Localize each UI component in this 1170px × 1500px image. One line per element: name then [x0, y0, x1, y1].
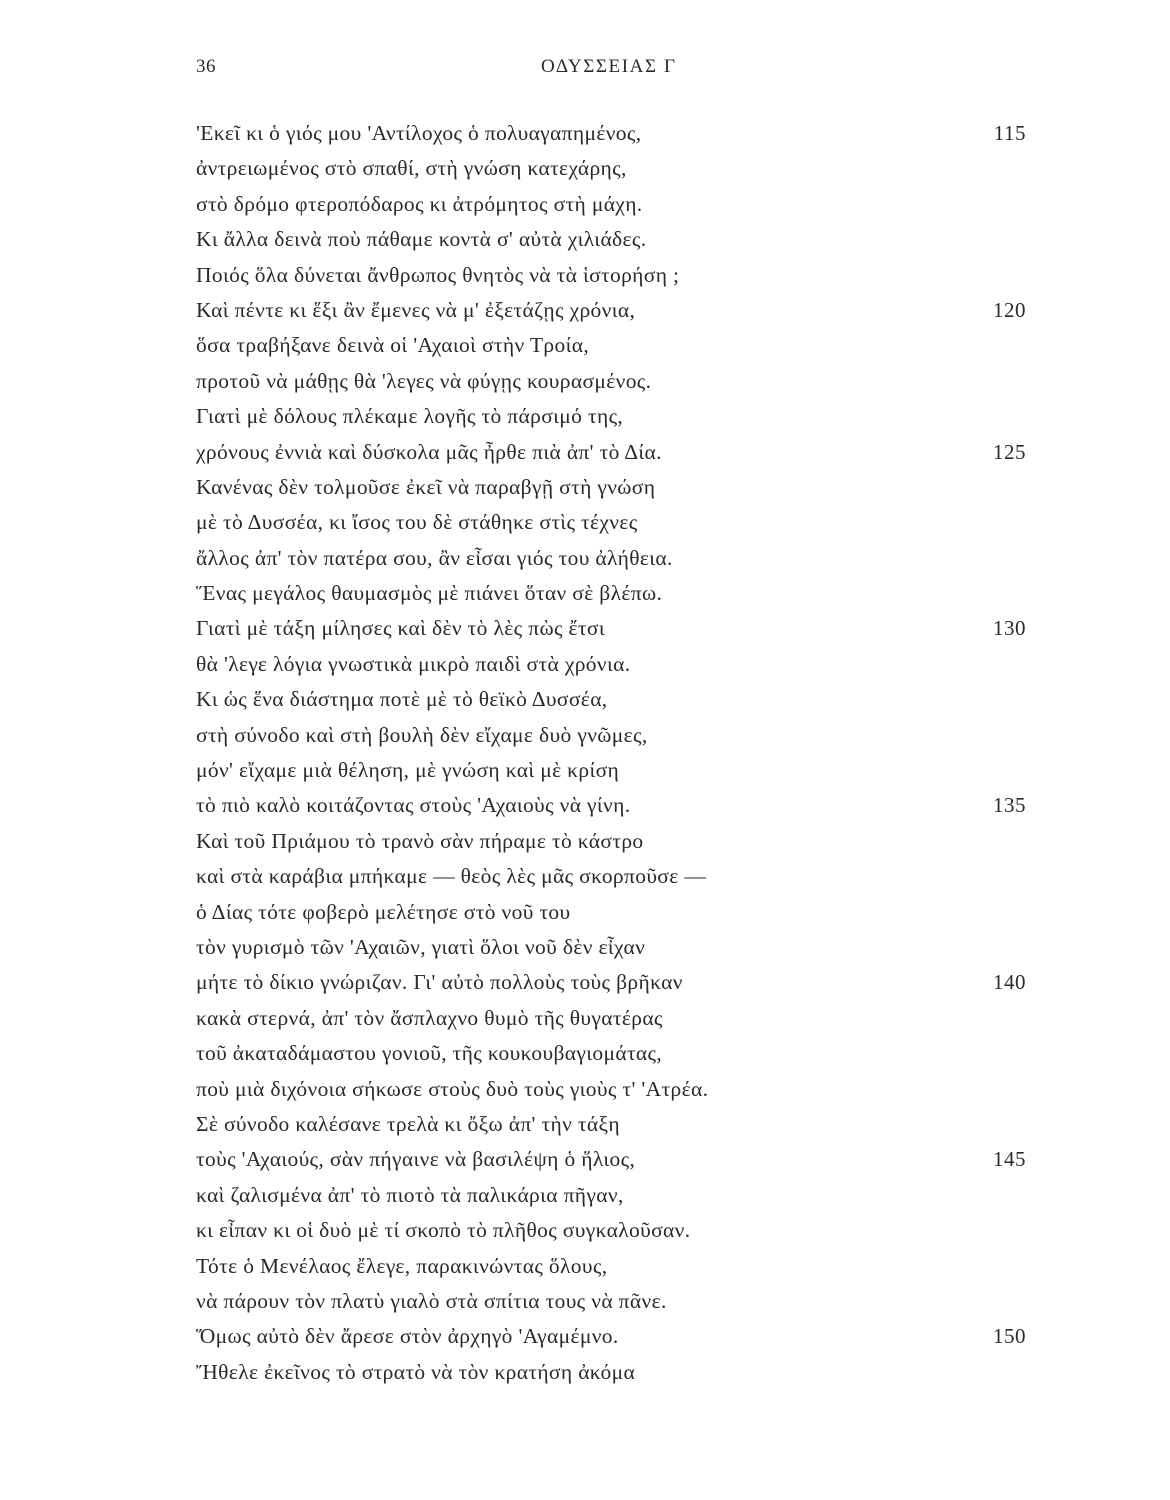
verse-text: Καὶ πέντε κι ἕξι ἂν ἔμενες νὰ μ' ἐξετάζῃς χρόνια,: [196, 297, 636, 322]
verse-line: [0, 1355, 1170, 1390]
verse-line: [0, 1107, 1170, 1142]
verse-text: στὸ δρόμο φτεροπόδαρος κι ἀτρόμητος στὴ μάχη.: [196, 191, 643, 216]
verse-text: προτοῦ νὰ μάθῃς θὰ 'λεγες νὰ φύγῃς κουρασμένος.: [196, 368, 652, 393]
verse-text: τὸν γυρισμὸ τῶν 'Αχαιῶν, γιατὶ ὅλοι νοῦ δὲν εἶχαν: [196, 934, 646, 959]
verse-text: τοῦ ἀκαταδάμαστου γονιοῦ, τῆς κουκουβαγιομάτας,: [196, 1041, 663, 1066]
verse-line: [0, 1284, 1170, 1319]
verse-text: Γιατὶ μὲ τάξη μίλησες καὶ δὲν τὸ λὲς πὼς ἔτσι: [196, 616, 605, 641]
verse-line: [0, 364, 1170, 399]
verse-text: ὁ Δίας τότε φοβερὸ μελέτησε στὸ νοῦ του: [196, 899, 571, 924]
verse-line: [0, 1142, 1170, 1177]
verse-text: μὲ τὸ Δυσσέα, κι ἴσος του δὲ στάθηκε στὶς τέχνες: [196, 510, 638, 535]
verse-text: Κι ἄλλα δεινὰ ποὺ πάθαμε κοντὰ σ' αὐτὰ χιλιάδες.: [196, 227, 647, 252]
verse-text: τοὺς 'Αχαιούς, σὰν πήγαινε νὰ βασιλέψη ὁ ἥλιος,: [196, 1147, 636, 1172]
verse-line: [0, 151, 1170, 186]
verse-text: 'Εκεῖ κι ὁ γιός μου 'Αντίλοχος ὁ πολυαγαπημένος,: [196, 121, 642, 145]
verse-line: [0, 1213, 1170, 1248]
verse-text: ἀντρειωμένος στὸ σπαθί, στὴ γνώση κατεχάρης,: [196, 156, 627, 181]
verse-number: 150: [993, 1324, 1026, 1349]
verse-number: 125: [993, 439, 1026, 464]
verse-text: μόν' εἴχαμε μιὰ θέληση, μὲ γνώση καὶ μὲ κρίση: [196, 758, 620, 783]
verse-line: [0, 222, 1170, 257]
verse-line: [0, 788, 1170, 823]
verse-line: [0, 399, 1170, 434]
verse-list: [0, 116, 1170, 1390]
verse-line: [0, 505, 1170, 540]
verse-number: 145: [993, 1147, 1026, 1172]
verse-text: Γιατὶ μὲ δόλους πλέκαμε λογῆς τὸ πάρσιμό της,: [196, 404, 624, 429]
verse-text: μήτε τὸ δίκιο γνώριζαν. Γι' αὐτὸ πολλοὺς τοὺς βρῆκαν: [196, 970, 683, 995]
verse-text: Ἤθελε ἐκεῖνος τὸ στρατὸ νὰ τὸν κρατήση ἀκόμα: [196, 1359, 636, 1384]
verse-line: [0, 470, 1170, 505]
verse-number: 130: [993, 616, 1026, 641]
verse-line: [0, 753, 1170, 788]
verse-text: Κανένας δὲν τολμοῦσε ἐκεῖ νὰ παραβγῇ στὴ γνώση: [196, 474, 656, 499]
verse-line: [0, 718, 1170, 753]
verse-text: ὅσα τραβήξανε δεινὰ οἱ 'Αχαιοὶ στὴν Τροία,: [196, 333, 590, 358]
verse-text: Ὅμως αὐτὸ δὲν ἄρεσε στὸν ἀρχηγὸ 'Αγαμέμνο.: [196, 1324, 619, 1349]
verse-line: [0, 1036, 1170, 1071]
verse-line: [0, 116, 1170, 151]
page-header: [196, 56, 1036, 86]
verse-text: ἄλλος ἀπ' τὸν πατέρα σου, ἂν εἶσαι γιός του ἀλήθεια.: [196, 545, 673, 570]
verse-line: [0, 435, 1170, 470]
verse-line: [0, 682, 1170, 717]
verse-text: στὴ σύνοδο καὶ στὴ βουλὴ δὲν εἴχαμε δυὸ γνῶμες,: [196, 722, 648, 747]
verse-line: [0, 647, 1170, 682]
verse-line: [0, 293, 1170, 328]
verse-number: 120: [993, 297, 1026, 322]
verse-text: Κι ὡς ἕνα διάστημα ποτὲ μὲ τὸ θεϊκὸ Δυσσέα,: [196, 687, 608, 712]
verse-line: [0, 930, 1170, 965]
verse-number: 140: [993, 970, 1026, 995]
verse-text: ποὺ μιὰ διχόνοια σήκωσε στοὺς δυὸ τοὺς γιοὺς τ' 'Ατρέα.: [196, 1076, 709, 1101]
running-title: ΟΔΥΣΣΕΙΑΣ Γ: [541, 56, 677, 77]
verse-text: χρόνους ἐννιὰ καὶ δύσκολα μᾶς ἦρθε πιὰ ἀπ' τὸ Δία.: [196, 439, 662, 464]
verse-text: Καὶ τοῦ Πριάμου τὸ τρανὸ σὰν πήραμε τὸ κάστρο: [196, 828, 644, 853]
verse-text: Ποιός ὅλα δύνεται ἄνθρωπος θνητὸς νὰ τὰ ἱστορήση ;: [196, 262, 680, 287]
verse-text: νὰ πάρουν τὸν πλατὺ γιαλὸ στὰ σπίτια τους νὰ πᾶνε.: [196, 1288, 667, 1313]
verse-line: [0, 258, 1170, 293]
verse-text: θὰ 'λεγε λόγια γνωστικὰ μικρὸ παιδὶ στὰ χρόνια.: [196, 651, 631, 676]
verse-line: [0, 611, 1170, 646]
verse-text: Ἕνας μεγάλος θαυμασμὸς μὲ πιάνει ὅταν σὲ βλέπω.: [196, 581, 663, 606]
verse-line: [0, 1072, 1170, 1107]
verse-text: καὶ στὰ καράβια μπήκαμε — θεὸς λὲς μᾶς σκορποῦσε —: [196, 864, 707, 889]
verse-number: 135: [993, 793, 1026, 818]
verse-text: Σὲ σύνοδο καλέσανε τρελὰ κι ὄξω ἀπ' τὴν τάξη: [196, 1111, 621, 1136]
verse-line: [0, 576, 1170, 611]
verse-line: [0, 1178, 1170, 1213]
verse-text: τὸ πιὸ καλὸ κοιτάζοντας στοὺς 'Αχαιοὺς νὰ γίνη.: [196, 793, 631, 818]
verse-line: [0, 859, 1170, 894]
verse-line: [0, 1319, 1170, 1354]
verse-line: [0, 1249, 1170, 1284]
verse-line: [0, 328, 1170, 363]
verse-line: [0, 1001, 1170, 1036]
verse-line: [0, 824, 1170, 859]
page-number: 36: [196, 56, 216, 77]
verse-text: καὶ ζαλισμένα ἀπ' τὸ πιοτὸ τὰ παλικάρια πῆγαν,: [196, 1182, 624, 1207]
verse-line: [0, 965, 1170, 1000]
verse-line: [0, 187, 1170, 222]
verse-line: [0, 541, 1170, 576]
verse-text: κακὰ στερνά, ἀπ' τὸν ἄσπλαχνο θυμὸ τῆς θυγατέρας: [196, 1005, 663, 1030]
verse-text: Τότε ὁ Μενέλαος ἔλεγε, παρακινώντας ὅλους,: [196, 1253, 608, 1278]
verse-line: [0, 895, 1170, 930]
verse-text: κι εἶπαν κι οἱ δυὸ μὲ τί σκοπὸ τὸ πλῆθος συγκαλοῦσαν.: [196, 1218, 691, 1243]
verse-number: 115: [993, 121, 1026, 145]
